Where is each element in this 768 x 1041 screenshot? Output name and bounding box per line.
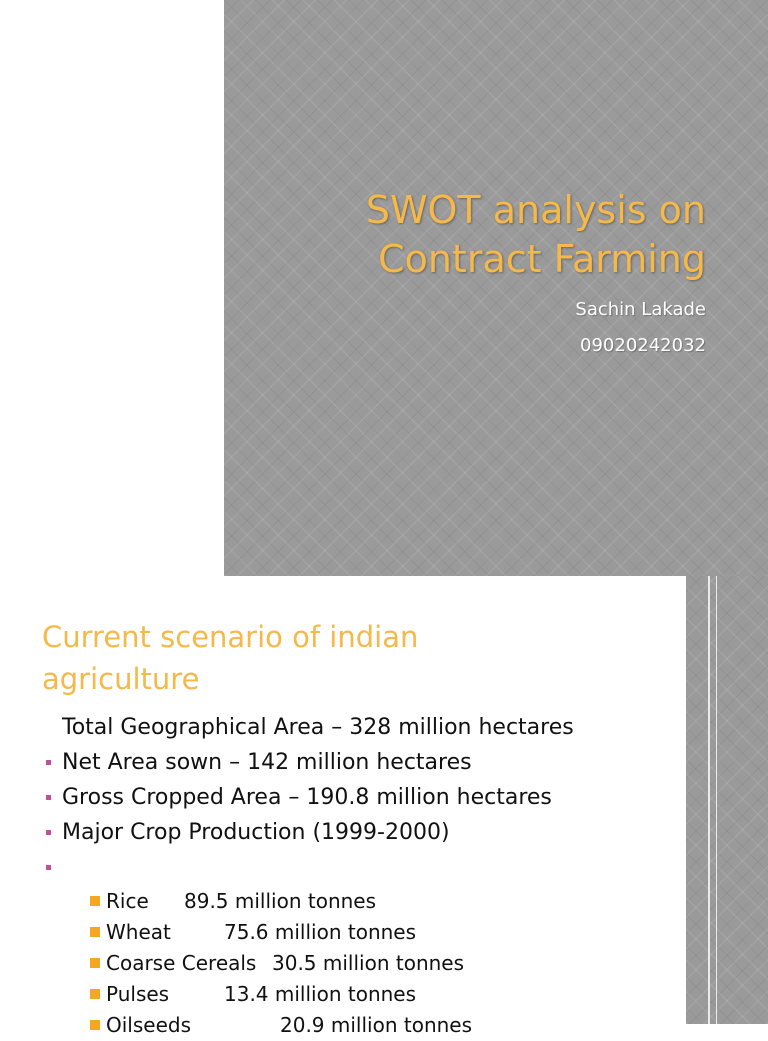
section-title-line-1: Current scenario of indian	[42, 620, 419, 654]
bullet-item	[44, 780, 574, 815]
crop-amount: 30.5 million tonnes	[272, 951, 465, 975]
content-slide	[0, 576, 768, 1037]
crop-name: Rice	[106, 889, 149, 913]
strip-divider	[716, 576, 717, 1024]
bullet-text: Total Geographical Area – 328 million hectares	[62, 715, 574, 740]
bullet-marker-icon	[46, 795, 51, 800]
crop-list	[90, 886, 472, 1041]
crop-name: Pulses	[106, 982, 170, 1006]
crop-name: Wheat	[106, 920, 171, 944]
square-bullet-icon	[90, 927, 100, 937]
bullet-text: Major Crop Production (1999-2000)	[62, 820, 450, 845]
crop-amount: 89.5 million tonnes	[184, 889, 377, 913]
crop-amount: 75.6 million tonnes	[224, 920, 417, 944]
slide-title-line-1: SWOT analysis on	[365, 188, 706, 232]
crop-item	[90, 1010, 472, 1041]
crop-name: Oilseeds	[106, 1013, 191, 1037]
section-title-line-2: agriculture	[42, 662, 200, 696]
patterned-strip	[686, 576, 768, 1024]
bullet-item	[44, 850, 574, 885]
slide-title-line-2: Contract Farming	[378, 237, 706, 281]
author-id: 09020242032	[580, 335, 706, 356]
crop-amount: 20.9 million tonnes	[280, 1013, 473, 1037]
bullet-marker-icon	[46, 760, 51, 765]
square-bullet-icon	[90, 958, 100, 968]
bullet-text: Gross Cropped Area – 190.8 million hectares	[62, 785, 552, 810]
bullet-text: Net Area sown – 142 million hectares	[62, 750, 472, 775]
bullet-marker-icon	[46, 830, 51, 835]
square-bullet-icon	[90, 1020, 100, 1030]
author-name: Sachin Lakade	[575, 299, 706, 320]
square-bullet-icon	[90, 989, 100, 999]
square-bullet-icon	[90, 896, 100, 906]
bullet-item	[44, 815, 574, 850]
crop-item	[90, 979, 472, 1010]
crop-amount: 13.4 million tonnes	[224, 982, 417, 1006]
patterned-panel	[224, 0, 768, 576]
crop-item	[90, 948, 472, 979]
bullet-item	[44, 710, 574, 745]
bullet-marker-icon	[46, 865, 51, 870]
bullet-item	[44, 745, 574, 780]
crop-item	[90, 886, 472, 917]
slide-title	[226, 186, 706, 284]
section-title	[42, 616, 642, 700]
strip-divider	[708, 576, 710, 1024]
crop-item	[90, 917, 472, 948]
bullet-list	[44, 710, 574, 885]
crop-name: Coarse Cereals	[106, 951, 257, 975]
